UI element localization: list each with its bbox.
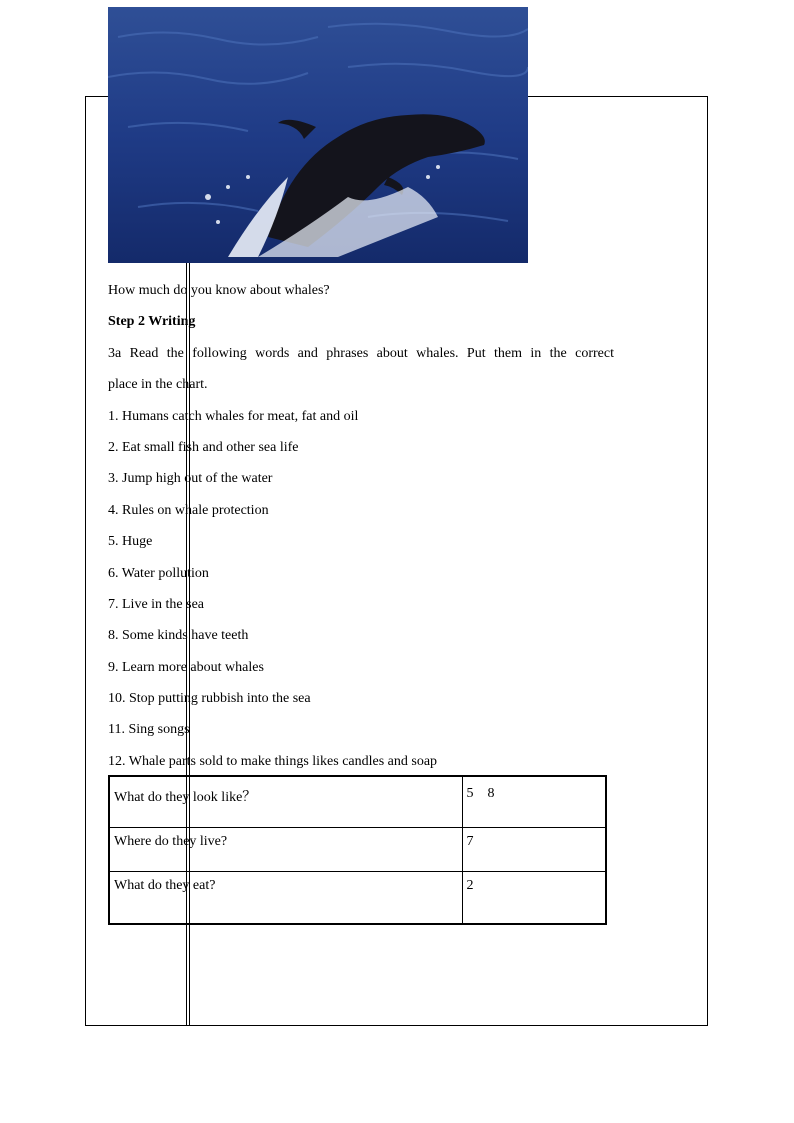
table-row bbox=[109, 827, 606, 871]
list-item: 3. Jump high out of the water bbox=[108, 471, 273, 487]
list-item: 11. Sing songs bbox=[108, 722, 190, 738]
list-item: 9. Learn more about whales bbox=[108, 659, 264, 675]
instruction-line: 3a Read the following words and phrases about whales. Put them in the correct bbox=[108, 345, 614, 361]
list-item: 2. Eat small fish and other sea life bbox=[108, 439, 299, 455]
chart-answer: 2 bbox=[462, 871, 606, 924]
list-item: 4. Rules on whale protection bbox=[108, 502, 269, 518]
list-item: 10. Stop putting rubbish into the sea bbox=[108, 691, 311, 707]
lesson-content bbox=[108, 7, 614, 777]
list-item: 12. Whale parts sold to make things likes candles and soap bbox=[108, 753, 438, 769]
instruction-line: place in the chart. bbox=[108, 377, 208, 393]
list-item: 8. Some kinds have teeth bbox=[108, 628, 249, 644]
whale-chart bbox=[108, 775, 607, 925]
list-item: 1. Humans catch whales for meat, fat and oil bbox=[108, 408, 359, 424]
intro-question: How much do you know about whales? bbox=[108, 283, 330, 298]
whale-photo bbox=[108, 7, 528, 263]
table-row bbox=[109, 871, 606, 924]
chart-answer: 7 bbox=[462, 827, 606, 871]
list-item: 5. Huge bbox=[108, 534, 153, 550]
chart-question: What do they eat? bbox=[109, 871, 462, 924]
chart-question: What do they look like？ bbox=[109, 776, 462, 827]
table-row bbox=[109, 776, 606, 827]
list-item: 6. Water pollution bbox=[108, 565, 209, 581]
step-heading: Step 2 Writing bbox=[108, 314, 196, 330]
chart-question: Where do they live? bbox=[109, 827, 462, 871]
list-item: 7. Live in the sea bbox=[108, 596, 205, 612]
chart-answer: 5 8 bbox=[462, 776, 606, 827]
